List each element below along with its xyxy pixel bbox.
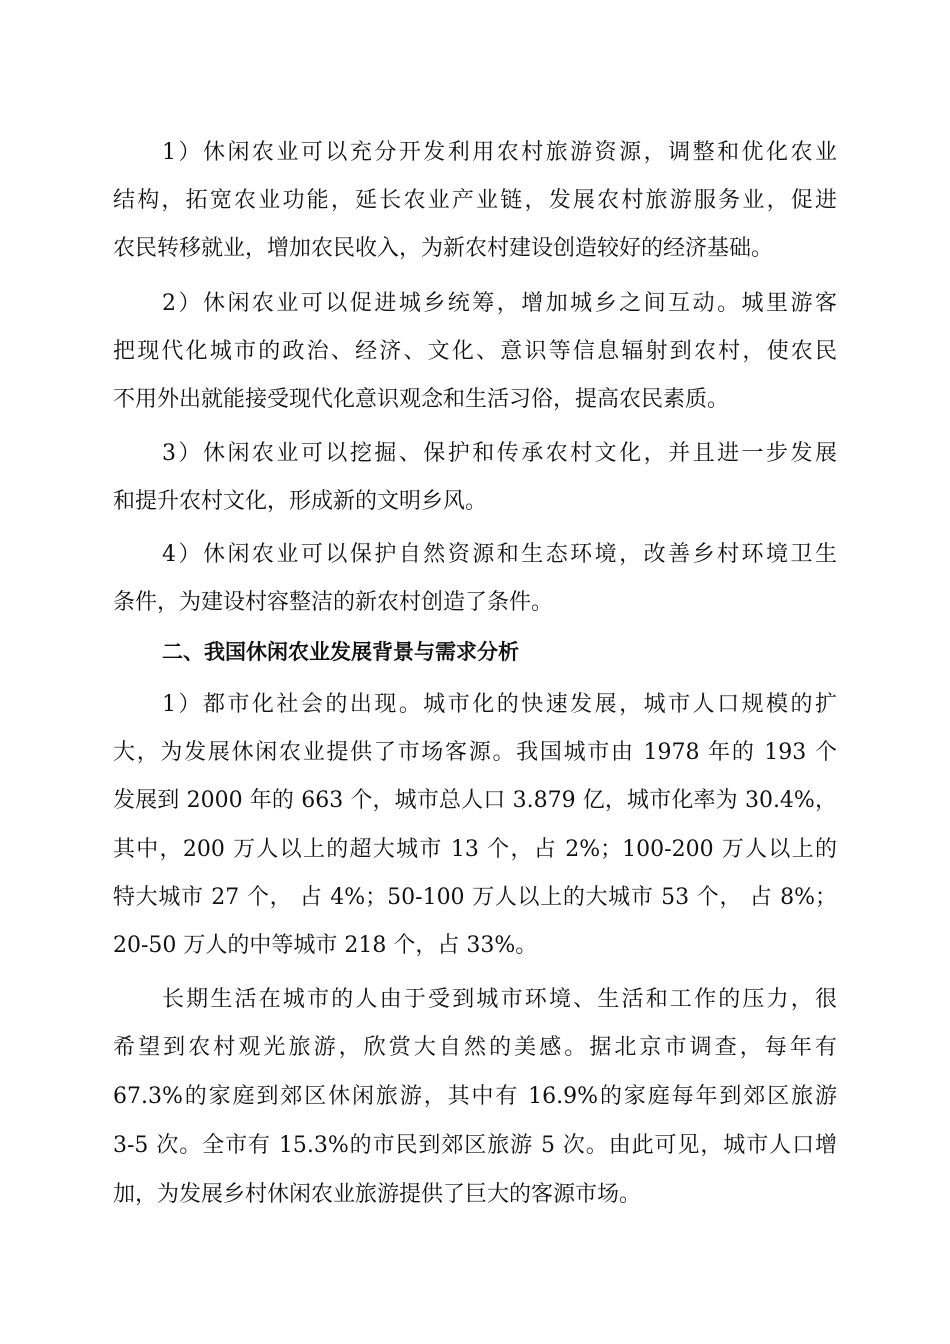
paragraph-5-line-3: 发展到 2000 年的 663 个，城市总人口 3.879 亿，城市化率为 30.4%， [113,788,837,813]
paragraph-1-line-2: 结构，拓宽农业功能，延长农业产业链，发展农村旅游服务业，促进 [113,188,837,213]
paragraph-1-line-3: 农民转移就业，增加农民收入，为新农村建设创造较好的经济基础。 [113,236,774,261]
paragraph-4-line-2: 条件，为建设村容整洁的新农村创造了条件。 [113,590,554,615]
paragraph-5-line-4: 其中，200 万人以上的超大城市 13 个，占 2%；100-200 万人以上的 [113,837,837,862]
paragraph-1-line-1: 1）休闲农业可以充分开发利用农村旅游资源，调整和优化农业 [162,140,837,165]
paragraph-5-line-6: 20-50 万人的中等城市 218 个，占 33%。 [113,933,538,958]
paragraph-2-line-2: 把现代化城市的政治、经济、文化、意识等信息辐射到农村，使农民 [113,339,837,364]
section-heading: 二、我国休闲农业发展背景与需求分析 [162,640,519,664]
paragraph-5-line-1: 1）都市化社会的出现。城市化的快速发展，城市人口规模的扩 [162,692,837,717]
paragraph-6-line-1: 长期生活在城市的人由于受到城市环境、生活和工作的压力，很 [162,987,837,1012]
paragraph-6-line-3: 67.3%的家庭到郊区休闲旅游，其中有 16.9%的家庭每年到郊区旅游 [113,1084,837,1109]
paragraph-4-line-1: 4）休闲农业可以保护自然资源和生态环境，改善乡村环境卫生 [162,542,837,567]
paragraph-6-line-5: 加，为发展乡村休闲农业旅游提供了巨大的客源市场。 [113,1182,642,1207]
paragraph-2-line-1: 2）休闲农业可以促进城乡统筹，增加城乡之间互动。城里游客 [162,291,837,316]
paragraph-6-line-2: 希望到农村观光旅游，欣赏大自然的美感。据北京市调查，每年有 [113,1035,837,1060]
paragraph-2-line-3: 不用外出就能接受现代化意识观念和生活习俗，提高农民素质。 [113,387,730,412]
paragraph-3-line-2: 和提升农村文化，形成新的文明乡风。 [113,489,488,514]
paragraph-5-line-2: 大，为发展休闲农业提供了市场客源。我国城市由 1978 年的 193 个 [113,740,837,765]
paragraph-3-line-1: 3）休闲农业可以挖掘、保护和传承农村文化，并且进一步发展 [162,441,837,466]
paragraph-6-line-4: 3-5 次。全市有 15.3%的市民到郊区旅游 5 次。由此可见，城市人口增 [113,1133,837,1158]
paragraph-5-line-5: 特大城市 27 个， 占 4%；50-100 万人以上的大城市 53 个， 占 8%； [113,885,837,910]
